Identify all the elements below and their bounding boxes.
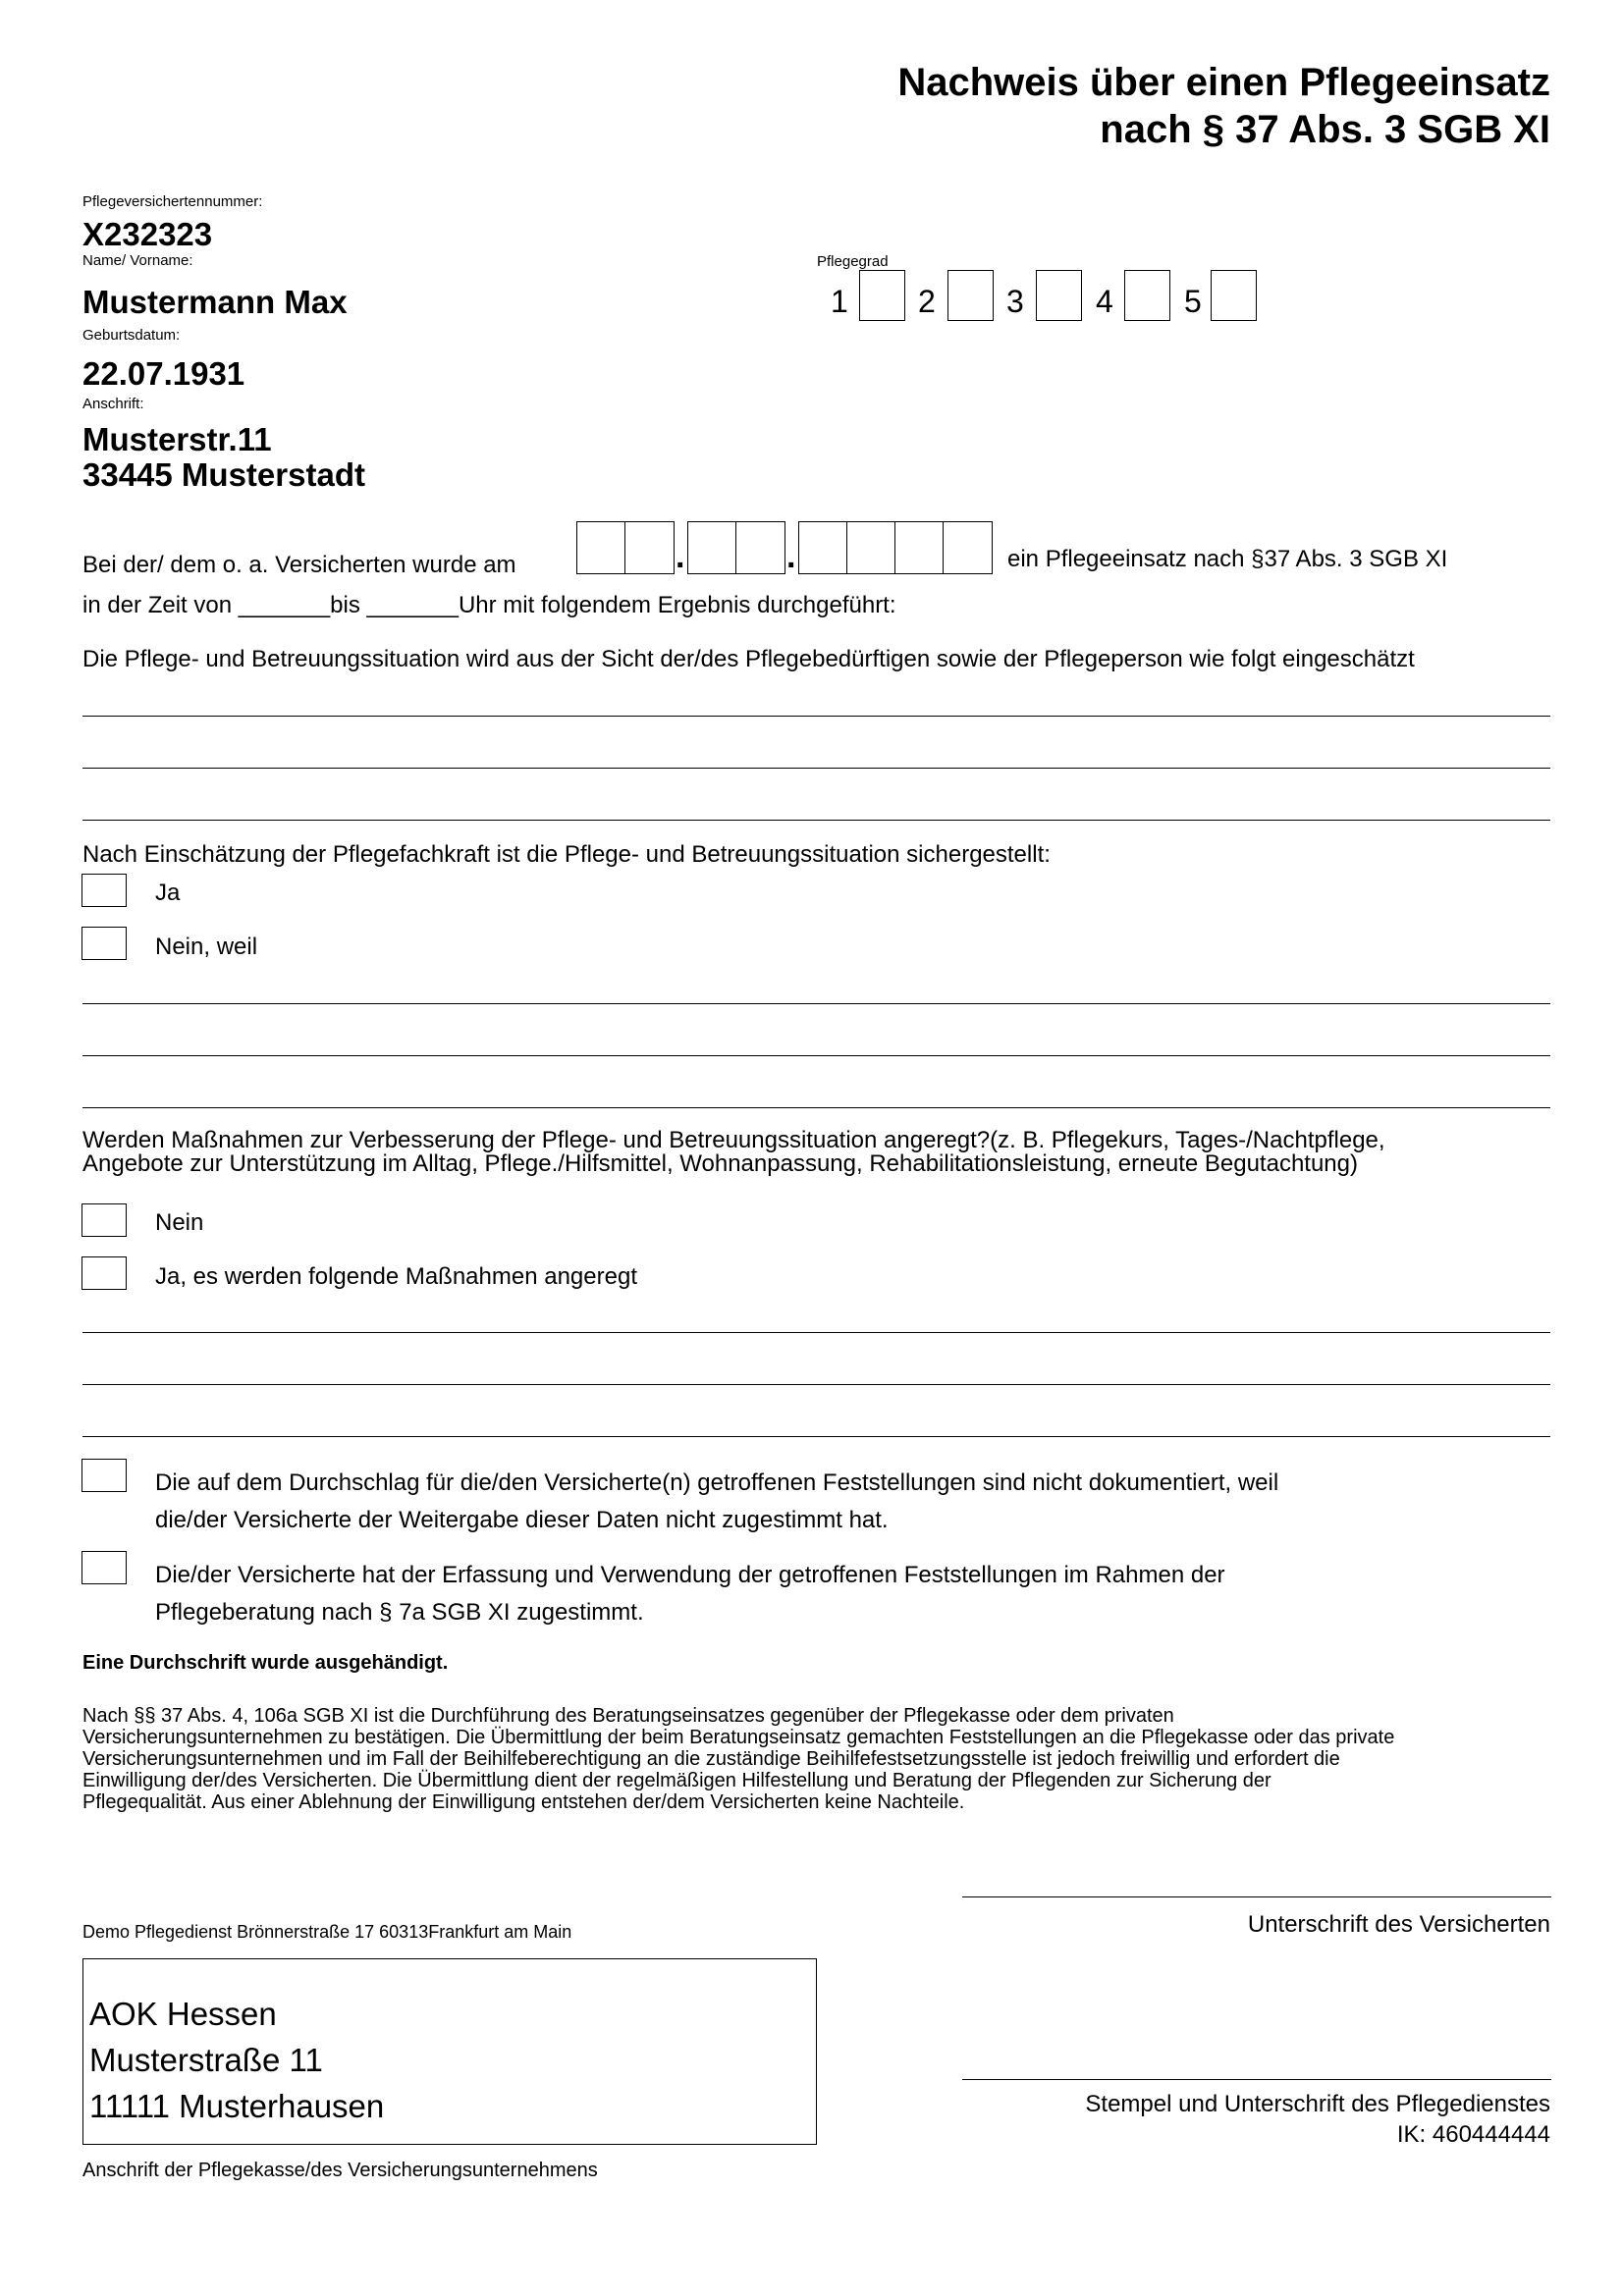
visit-day-field[interactable] <box>576 521 675 574</box>
recipient-line-1: AOK Hessen <box>89 1996 277 2032</box>
recipient-line-3: 11111 Musterhausen <box>89 2088 385 2124</box>
visit-month-field[interactable] <box>687 521 785 574</box>
pflegegrad-5-checkbox[interactable] <box>1211 270 1257 321</box>
ik-number: IK: 460444444 <box>1396 2121 1550 2148</box>
address-label: Anschrift: <box>82 396 144 412</box>
insured-signature-caption: Unterschrift des Versicherten <box>1247 1911 1550 1938</box>
visit-suffix: ein Pflegeeinsatz nach §37 Abs. 3 SGB XI <box>1007 546 1448 572</box>
q1-question: Nach Einschätzung der Pflegefachkraft ist die Pflege- und Betreuungssituation sichergestellt: <box>82 841 1051 868</box>
q2-yes-label: Ja, es werden folgende Maßnahmen angeregt <box>155 1263 637 1290</box>
consent-not-documented-text <box>155 1465 1278 1539</box>
notice-line-1: Nach §§ 37 Abs. 4, 106a SGB XI ist die Durchführung des Beratungseinsatzes gegenüber der Pflegekasse oder dem privaten <box>82 1705 1174 1727</box>
insured-signature-line[interactable] <box>962 1896 1551 1897</box>
pflegegrad-3-label: 3 <box>1006 284 1024 319</box>
q1-yes-checkbox[interactable] <box>81 874 127 907</box>
pflegegrad-4-checkbox[interactable] <box>1124 270 1170 321</box>
consent-1-line-1: Die auf dem Durchschlag für die/den Versicherte(n) getroffenen Feststellungen sind nicht dokumentiert, weil <box>155 1469 1279 1496</box>
address-line-1: Musterstr.11 <box>82 421 272 457</box>
date-separator-2: . <box>786 538 796 575</box>
insurance-number-value: X232323 <box>82 216 213 252</box>
service-signature-caption <box>1085 2089 1550 2150</box>
legal-notice <box>82 1705 1555 1813</box>
assessment-text: Die Pflege- und Betreuungssituation wird aus der Sicht der/des Pflegebedürftigen sowie der Pflegeperson wie folgt eingeschätzt <box>82 646 1415 672</box>
pflegegrad-4-label: 4 <box>1096 284 1113 319</box>
consent-2-line-1: Die/der Versicherte hat der Erfassung und Verwendung der getroffenen Feststellungen im Rahmen der <box>155 1562 1225 1588</box>
notice-line-2: Versicherungsunternehmen zu bestätigen. Die Übermittlung der beim Beratungseinsatz gemachten Feststellungen an die Pflegekasse oder das private <box>82 1727 1395 1748</box>
name-label: Name/ Vorname: <box>82 252 193 269</box>
q1-yes-label: Ja <box>155 880 181 906</box>
document-title <box>897 59 1550 153</box>
address-line-2: 33445 Musterstadt <box>82 456 365 493</box>
recipient-address-box <box>82 1958 817 2145</box>
visit-time-line: in der Zeit von _______bis _______Uhr mit folgendem Ergebnis durchgeführt: <box>82 592 896 618</box>
notice-line-5: Pflegequalität. Aus einer Ablehnung der Einwilligung entstehen der/dem Versicherten keine Nachteile. <box>82 1791 965 1813</box>
q1-reason-line-1[interactable] <box>82 1003 1550 1004</box>
notice-line-4: Einwilligung der/des Versicherten. Die Übermittlung dient der regelmäßigen Hilfestellung und Beratung der Pflegenden zur Sicherung der <box>82 1770 1271 1791</box>
pflegegrad-5-label: 5 <box>1184 284 1202 319</box>
consent-agreed-text <box>155 1557 1225 1631</box>
q1-no-label: Nein, weil <box>155 934 258 960</box>
name-value: Mustermann Max <box>82 284 348 320</box>
address-value <box>82 422 365 493</box>
copy-handed-notice: Eine Durchschrift wurde ausgehändigt. <box>82 1652 449 1674</box>
pflegegrad-label: Pflegegrad <box>817 253 889 270</box>
q1-reason-line-2[interactable] <box>82 1055 1550 1056</box>
consent-1-line-2: die/der Versicherte der Weitergabe dieser Daten nicht zugestimmt hat. <box>155 1507 889 1533</box>
service-signature-line[interactable] <box>962 2079 1551 2080</box>
pflegegrad-1-label: 1 <box>831 284 848 319</box>
assessment-line-1[interactable] <box>82 716 1550 717</box>
q2-no-label: Nein <box>155 1209 204 1236</box>
assessment-line-2[interactable] <box>82 768 1550 769</box>
pflegegrad-3-checkbox[interactable] <box>1036 270 1082 321</box>
consent-2-line-2: Pflegeberatung nach § 7a SGB XI zugestimmt. <box>155 1599 644 1626</box>
q2-measures-line-2[interactable] <box>82 1384 1550 1385</box>
recipient-line-2: Musterstraße 11 <box>89 2042 323 2078</box>
consent-agreed-checkbox[interactable] <box>81 1551 127 1584</box>
recipient-caption: Anschrift der Pflegekasse/des Versicherungsunternehmens <box>82 2160 598 2181</box>
q2-measures-line-3[interactable] <box>82 1436 1550 1437</box>
consent-not-documented-checkbox[interactable] <box>81 1459 127 1492</box>
assessment-line-3[interactable] <box>82 820 1550 821</box>
q1-reason-line-3[interactable] <box>82 1107 1550 1108</box>
pflegegrad-2-checkbox[interactable] <box>947 270 994 321</box>
notice-line-3: Versicherungsunternehmen und im Fall der Beihilfeberechtigung an die zuständige Beihilfefestsetzungsstelle ist jedoch freiwillig und erfordert die <box>82 1748 1340 1770</box>
date-separator-1: . <box>676 538 685 575</box>
sender-line: Demo Pflegedienst Brönnerstraße 17 60313Frankfurt am Main <box>82 1922 572 1942</box>
visit-prefix: Bei der/ dem o. a. Versicherten wurde am <box>82 552 516 578</box>
q2-no-checkbox[interactable] <box>81 1203 127 1237</box>
q2-measures-line-1[interactable] <box>82 1332 1550 1333</box>
birthdate-value: 22.07.1931 <box>82 355 245 392</box>
visit-year-field[interactable] <box>798 521 993 574</box>
pflegegrad-1-checkbox[interactable] <box>859 270 905 321</box>
service-signature-label: Stempel und Unterschrift des Pflegedienstes <box>1085 2091 1550 2117</box>
q2-yes-checkbox[interactable] <box>81 1256 127 1290</box>
pflegegrad-2-label: 2 <box>918 284 936 319</box>
q1-no-checkbox[interactable] <box>81 927 127 960</box>
q2-question-line-2: Angebote zur Unterstützung im Alltag, Pflege./Hilfsmittel, Wohnanpassung, Rehabilitationsleistung, erneute Begutachtung) <box>82 1150 1358 1177</box>
title-line-2: nach § 37 Abs. 3 SGB XI <box>1100 108 1550 151</box>
q2-question <box>82 1129 1385 1176</box>
birthdate-label: Geburtsdatum: <box>82 327 181 344</box>
title-line-1: Nachweis über einen Pflegeeinsatz <box>897 61 1550 104</box>
q2-question-line-1: Werden Maßnahmen zur Verbesserung der Pflege- und Betreuungssituation angeregt?(z. B. Pflegekurs, Tages-/Nachtpflege, <box>82 1127 1385 1153</box>
insurance-number-label: Pflegeversichertennummer: <box>82 193 263 210</box>
